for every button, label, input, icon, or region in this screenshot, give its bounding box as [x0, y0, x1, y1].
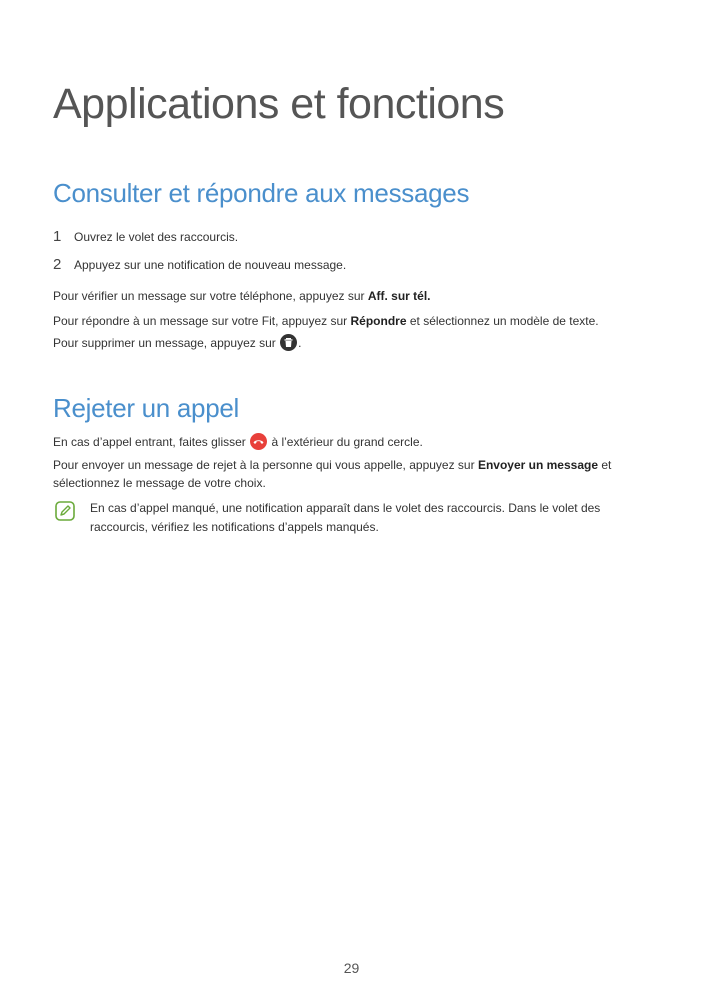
note-pencil-icon [55, 501, 75, 521]
paragraph-send-message: Pour envoyer un message de rejet à la personne qui vous appelle, appuyez sur Envoyer un message et sélectionnez le message de votre choix. [53, 458, 612, 490]
step-number: 1 [53, 228, 62, 245]
paragraph-delete: Pour supprimer un message, appuyez sur . [53, 336, 302, 350]
reject-call-icon [250, 433, 267, 450]
step-text: Ouvrez le volet des raccourcis. [74, 230, 239, 244]
action-label: Aff. sur tél. [367, 289, 431, 303]
step-text: Appuyez sur une notification de nouveau message. [74, 258, 347, 272]
step-number: 2 [53, 256, 62, 273]
section-title-messages: Consulter et répondre aux messages [53, 178, 470, 208]
paragraph-swipe-reject: En cas d’appel entrant, faites glisser à l’extérieur du grand cercle. [53, 435, 423, 449]
note-missed-call: En cas d’appel manqué, une notification apparaît dans le volet des raccourcis. Dans le volet des raccourcis, vérifiez les notifications d’appels manqués. [90, 501, 601, 534]
section-title-reject-call: Rejeter un appel [53, 393, 239, 423]
step-1 [53, 228, 238, 245]
trash-icon [280, 334, 297, 351]
paragraph-view-on-phone: Pour vérifier un message sur votre téléphone, appuyez sur Aff. sur tél. [53, 289, 431, 303]
page-number: 29 [343, 960, 360, 976]
action-label: Répondre [350, 314, 407, 328]
action-label: Envoyer un message [477, 458, 598, 472]
step-2 [53, 256, 346, 273]
page-title: Applications et fonctions [53, 80, 505, 128]
paragraph-reply: Pour répondre à un message sur votre Fit, appuyez sur Répondre et sélectionnez un modèle de texte. [53, 314, 599, 328]
